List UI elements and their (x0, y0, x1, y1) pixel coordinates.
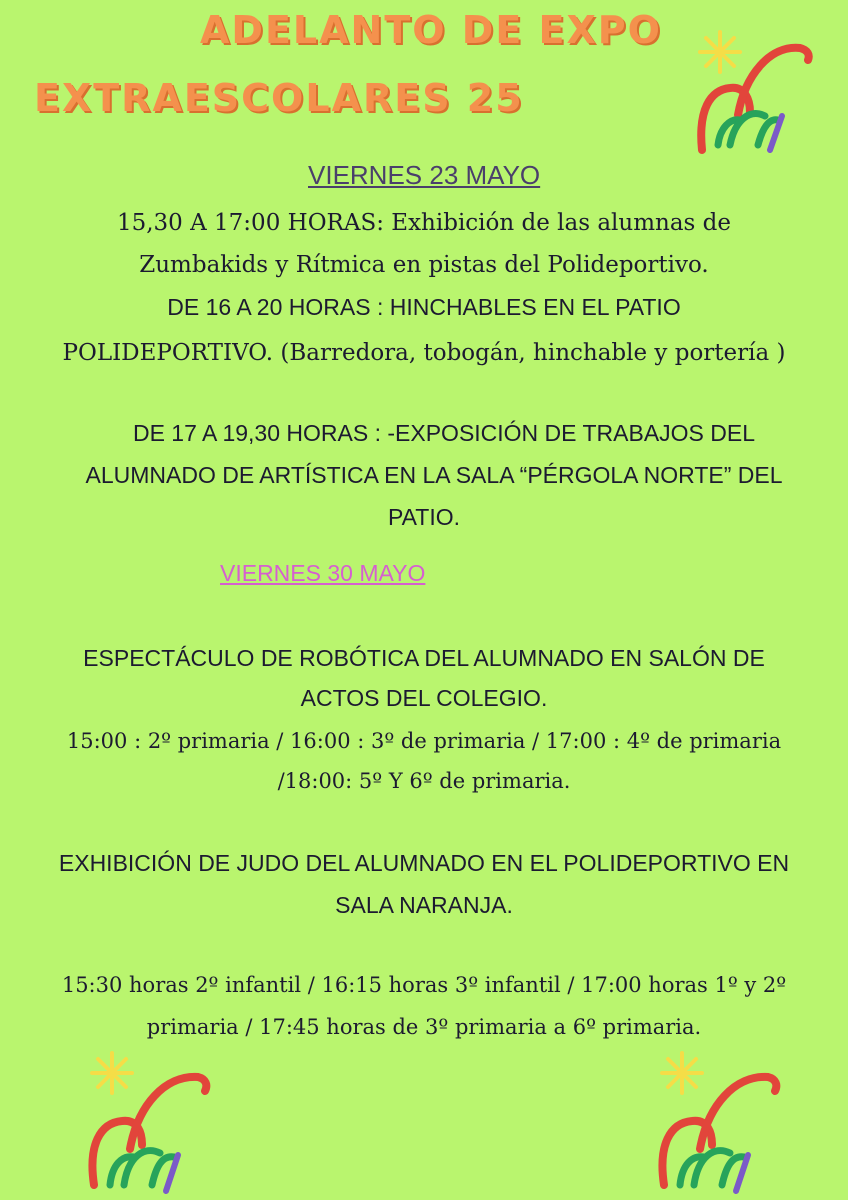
schedule-line: /18:00: 5º Y 6º de primaria. (277, 769, 571, 793)
schedule-line: ESPECTÁCULO DE ROBÓTICA DEL ALUMNADO EN SALÓN DE (83, 645, 765, 671)
schedule-line: 15:30 horas 2º infantil / 16:15 horas 3º infantil / 17:00 horas 1º y 2º (61, 973, 787, 997)
schedule-line: DE 17 A 19,30 HORAS : -EXPOSICIÓN DE TRABAJOS DEL (132, 420, 756, 446)
schedule-line: ACTOS DEL COLEGIO. (300, 685, 548, 711)
schedule-line: primaria / 17:45 horas de 3º primaria a 6º primaria. (146, 1015, 702, 1039)
section-heading-friday-30: VIERNES 30 MAYO (220, 560, 426, 586)
schedule-line: Zumbakids y Rítmica en pistas del Polideportivo. (139, 252, 709, 278)
firework-doodle-icon (650, 1045, 790, 1195)
poster-title-line-1: ADELANTO DE EXPO (200, 8, 662, 52)
section-heading-friday-23: VIERNES 23 MAYO (308, 160, 541, 190)
schedule-line: 15,30 A 17:00 HORAS: Exhibición de las alumnas de (116, 210, 732, 236)
schedule-line: 15:00 : 2º primaria / 16:00 : 3º de primaria / 17:00 : 4º de primaria (66, 729, 782, 753)
schedule-line: DE 16 A 20 HORAS : HINCHABLES EN EL PATIO (167, 294, 681, 320)
schedule-line: SALA NARANJA. (335, 892, 513, 918)
poster-title-line-2: EXTRAESCOLARES 25 (34, 76, 524, 120)
schedule-line: POLIDEPORTIVO. (Barredora, tobogán, hinchable y portería ) (62, 340, 786, 366)
schedule-line: ALUMNADO DE ARTÍSTICA EN LA SALA “PÉRGOLA NORTE” DEL (85, 462, 783, 488)
schedule-line: PATIO. (388, 504, 460, 530)
firework-doodle-icon (690, 20, 820, 160)
schedule-line: EXHIBICIÓN DE JUDO DEL ALUMNADO EN EL POLIDEPORTIVO EN (58, 850, 790, 876)
firework-doodle-icon (80, 1045, 220, 1195)
